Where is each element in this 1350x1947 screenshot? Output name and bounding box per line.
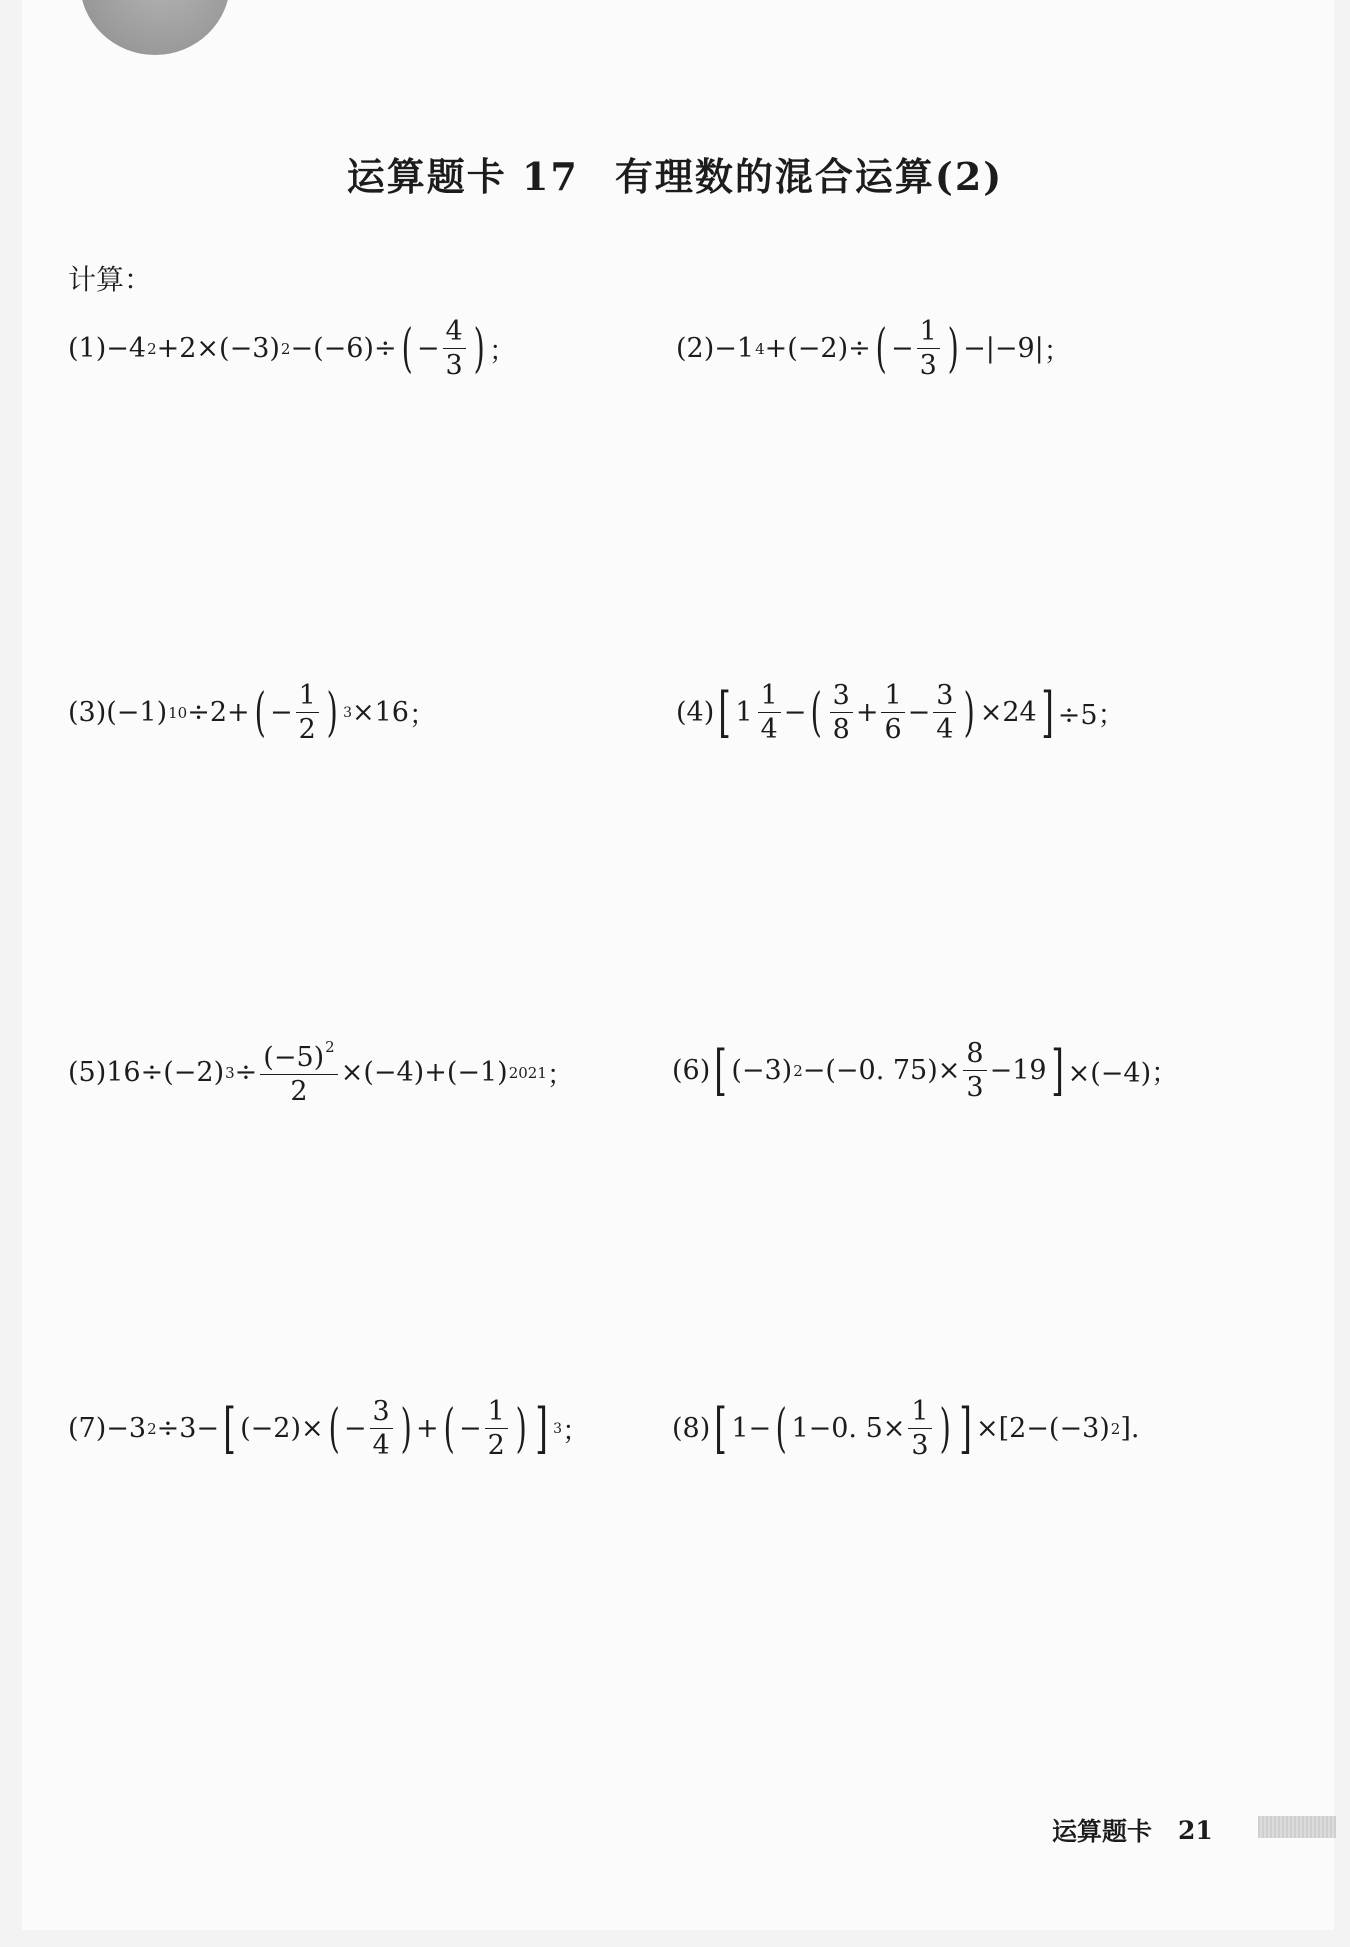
fraction (917, 318, 940, 379)
punctuation: ]. (1120, 1413, 1140, 1444)
footer-label: 运算题卡 (1052, 1817, 1153, 1846)
numerator: 1 (758, 682, 781, 713)
denominator: 3 (911, 1430, 929, 1461)
numerator: 1 (908, 1398, 931, 1429)
paren-open: ( (443, 1398, 455, 1459)
denominator: 2 (298, 714, 316, 745)
sign: − (458, 1413, 482, 1444)
numerator (260, 1040, 337, 1075)
problem-label: (6) (672, 1055, 711, 1086)
page-title (0, 146, 1350, 201)
punctuation: ； (562, 1416, 590, 1447)
term: +(−2)÷ (764, 333, 871, 364)
exponent: 3 (225, 1063, 235, 1082)
term: 1− (731, 1413, 772, 1444)
problem-label: (4) (676, 697, 715, 728)
term: (−3) (731, 1055, 793, 1086)
term: −19 (989, 1055, 1047, 1086)
numerator: 1 (485, 1398, 508, 1429)
problem-1 (68, 318, 516, 379)
term: ÷ (234, 1057, 258, 1088)
fraction (933, 682, 956, 743)
denominator: 3 (966, 1072, 984, 1103)
bracket-open: [ (223, 1396, 236, 1460)
numerator: 3 (830, 682, 853, 713)
problem-label: (2) (676, 333, 715, 364)
paren-open: ( (328, 1398, 340, 1459)
exponent: 10 (168, 703, 188, 722)
exponent: 2021 (508, 1063, 547, 1082)
problem-6 (672, 1040, 1178, 1101)
sign: − (269, 697, 293, 728)
numerator: 1 (881, 682, 904, 713)
term: ÷3− (156, 1413, 220, 1444)
exponent: 2 (280, 339, 291, 358)
problem-label: (1) (68, 333, 107, 364)
term: ÷2+ (187, 697, 250, 728)
paren-close: ) (326, 682, 338, 743)
fraction (370, 1398, 393, 1459)
sign: − (343, 1413, 367, 1444)
numerator: 3 (370, 1398, 393, 1429)
title-sub: 有理数的混合运算(2) (614, 154, 1004, 199)
problem-label: (5) (68, 1057, 107, 1088)
problem-5 (68, 1040, 574, 1105)
term: −|−9| (963, 333, 1044, 364)
numerator: 8 (963, 1040, 986, 1071)
mixed-integer: 1 (735, 697, 753, 728)
denominator: 4 (372, 1430, 390, 1461)
problem-label: (3) (68, 697, 107, 728)
problem-3 (68, 682, 436, 743)
term: ×(−4)+(−1) (340, 1057, 508, 1088)
fraction (908, 1398, 931, 1459)
term: −(−6)÷ (290, 333, 397, 364)
fraction (260, 1040, 337, 1105)
worksheet-page (22, 0, 1334, 1930)
numerator: 3 (933, 682, 956, 713)
term: ×24 (979, 697, 1037, 728)
numerator: 4 (443, 318, 466, 349)
paren-close: ) (400, 1398, 412, 1459)
problem-label: (7) (68, 1413, 107, 1444)
punctuation: ； (1043, 336, 1071, 367)
term: (−2)× (240, 1413, 324, 1444)
problem-label: (8) (672, 1413, 711, 1444)
problem-4 (676, 682, 1125, 743)
problem-8 (672, 1398, 1139, 1459)
denominator: 8 (832, 714, 850, 745)
numerator: 1 (917, 318, 940, 349)
exponent: 2 (1110, 1419, 1121, 1438)
operator: + (416, 1413, 439, 1444)
punctuation: ； (546, 1060, 574, 1091)
title-main: 运算题卡 17 (346, 154, 579, 199)
page-number: 21 (1178, 1815, 1213, 1845)
sign: − (891, 333, 914, 364)
exponent: 2 (325, 1038, 335, 1056)
footer-decoration (1258, 1816, 1336, 1838)
paren-open: ( (401, 318, 413, 379)
punctuation: ÷5； (1057, 700, 1125, 731)
term: (−1) (106, 697, 168, 728)
term: −1 (714, 333, 755, 364)
term: ×16 (351, 697, 409, 728)
paren-close: ) (939, 1398, 951, 1459)
bracket-open: [ (714, 1038, 728, 1102)
term: ×[2−(−3) (975, 1413, 1110, 1444)
punctuation: ； (408, 700, 436, 731)
fraction (443, 318, 466, 379)
denominator: 4 (760, 714, 778, 745)
bracket-close: ] (959, 1396, 972, 1460)
fraction (830, 682, 853, 743)
paren-close: ) (947, 318, 959, 379)
bracket-open: [ (714, 1396, 728, 1460)
fraction (758, 682, 781, 743)
exponent: 2 (793, 1061, 803, 1080)
paren-open: ( (775, 1398, 787, 1459)
page-footer (1052, 1812, 1213, 1848)
denominator: 6 (884, 714, 902, 745)
denominator: 3 (919, 350, 937, 381)
punctuation: ×(−4)； (1067, 1058, 1179, 1089)
problem-7 (68, 1398, 589, 1459)
denominator: 3 (445, 350, 463, 381)
operator: + (855, 697, 879, 728)
denominator: 2 (487, 1430, 505, 1461)
fraction (963, 1040, 986, 1101)
paren-close: ) (515, 1398, 527, 1459)
exponent: 3 (343, 704, 352, 721)
term: −3 (106, 1413, 147, 1444)
term: 1−0. 5× (791, 1413, 906, 1444)
problem-2 (676, 318, 1071, 379)
term: +2×(−3) (156, 333, 280, 364)
paren-open: ( (810, 682, 823, 743)
operator: − (907, 697, 931, 728)
term: −4 (106, 333, 147, 364)
exponent: 2 (147, 1419, 157, 1438)
punctuation: ； (488, 336, 516, 367)
fraction (296, 682, 319, 743)
term: 16÷(−2) (106, 1057, 225, 1088)
term: −(−0. 75)× (802, 1055, 961, 1086)
numerator: 1 (296, 682, 319, 713)
denominator: 4 (936, 714, 954, 745)
paren-open: ( (254, 682, 266, 743)
exponent: 4 (755, 339, 765, 358)
fraction (485, 1398, 508, 1459)
bracket-close: ] (535, 1396, 548, 1460)
denominator: 2 (290, 1076, 308, 1107)
bracket-close: ] (1040, 680, 1054, 744)
fraction (881, 682, 904, 743)
exponent: 3 (553, 1420, 563, 1437)
instruction: 计算： (68, 263, 153, 296)
numerator-base: (−5) (263, 1042, 325, 1073)
paren-open: ( (875, 318, 887, 379)
operator: − (783, 697, 807, 728)
bracket-open: [ (718, 680, 732, 744)
paren-close: ) (964, 682, 976, 743)
sign: − (416, 333, 440, 364)
exponent: 2 (147, 339, 157, 358)
paren-close: ) (473, 318, 485, 379)
bracket-close: ] (1050, 1038, 1064, 1102)
